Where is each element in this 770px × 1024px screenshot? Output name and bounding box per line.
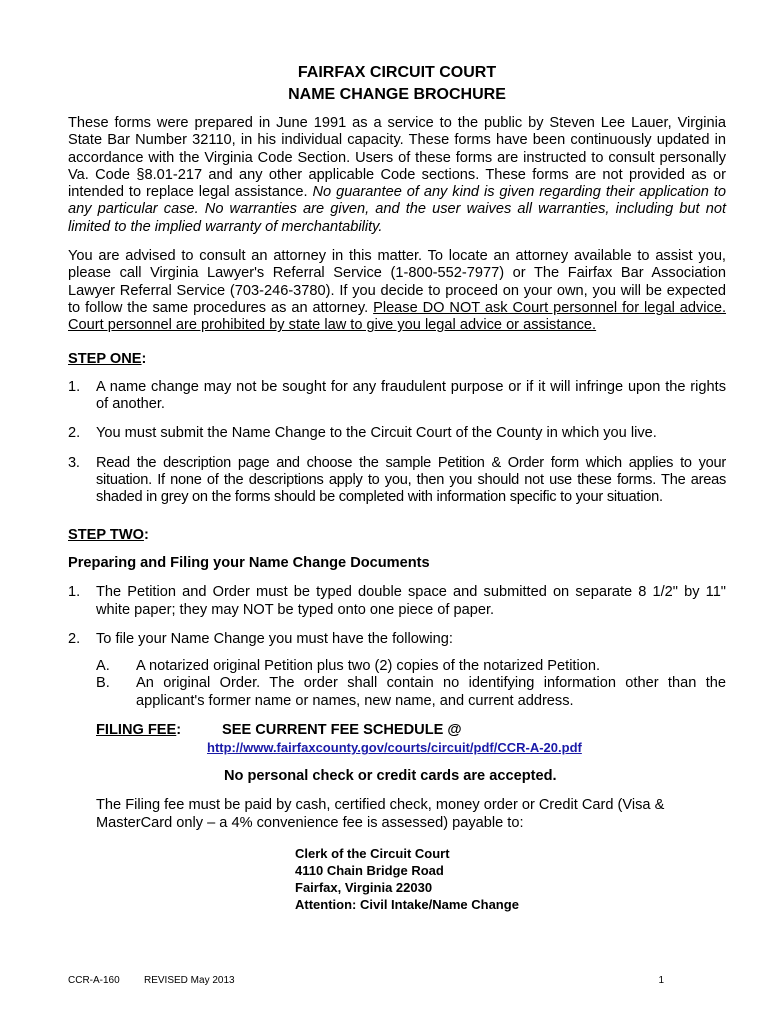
- list-item: 1. The Petition and Order must be typed double space and submitted on separate 8 1/2" by 11" white paper; they may NOT be typed onto one piece of paper.: [68, 584, 726, 618]
- revision-date: REVISED May 2013: [144, 975, 235, 986]
- list-item: 3. Read the description page and choose the sample Petition & Order form which applies to your situation. If none of the descriptions apply to you, then you should not use these forms. The areas shaded in grey on the forms should be completed with information specific to your situation.: [68, 454, 726, 506]
- list-item: 2. You must submit the Name Change to the Circuit Court of the County in which you live.: [68, 425, 657, 442]
- fee-schedule-notice: SEE CURRENT FEE SCHEDULE @: [222, 722, 462, 739]
- document-page: [68, 62, 726, 913]
- step-two-list: [68, 584, 726, 710]
- fee-schedule-link[interactable]: http://www.fairfaxcounty.gov/courts/circuit/pdf/CCR-A-20.pdf: [207, 740, 582, 756]
- title-line-1: FAIRFAX CIRCUIT COURT: [297, 64, 497, 81]
- list-item: B. An original Order. The order shall contain no identifying information other than the applicant's former name or names, new name, and current address.: [96, 675, 726, 709]
- address-line: 4110 Chain Bridge Road: [295, 862, 444, 878]
- clerk-address: [295, 845, 726, 913]
- list-item: A. A notarized original Petition plus two (2) copies of the notarized Petition.: [96, 658, 601, 675]
- payment-instructions: The Filing fee must be paid by cash, certified check, money order or Credit Card (Visa & MasterCard only – a 4% convenience fee is assessed) payable to:: [96, 797, 665, 831]
- step-two-heading: STEP TWO:: [68, 526, 149, 543]
- disclaimer-text: These forms were prepared in June 1991 as a service to the public by Steven Lee Lauer, Virginia State Bar Number 32110, in his individual capacity. These forms have been continuously updated in accordance with the Virginia Code Section. Users of these forms are instructed to consult personally Va. Code §8.01-217 and any other applicable Code sections. These forms are not provided as or intended to replace legal assistance.: [68, 115, 726, 201]
- list-item: 1. A name change may not be sought for any fraudulent purpose or if it will infringe upon the rights of another.: [68, 378, 726, 413]
- address-line: Fairfax, Virginia 22030: [295, 879, 433, 895]
- list-item: 2. To file your Name Change you must have the following: A. A notarized original Petition plus two (2) copies of the notarized Petition. B. An original Order. The order shall contain no identifying information other than the applicant's former name or names, new name, and current address.: [68, 630, 726, 709]
- filing-fee-label: FILING FEE:: [96, 722, 182, 739]
- document-title: [68, 62, 726, 106]
- address-line: Attention: Civil Intake/Name Change: [295, 896, 519, 912]
- step-one-heading: STEP ONE:: [68, 350, 147, 367]
- disclaimer-paragraph: [68, 115, 726, 236]
- attorney-advice-paragraph: [68, 248, 726, 334]
- title-line-2: NAME CHANGE BROCHURE: [288, 86, 506, 103]
- payment-restriction-notice: No personal check or credit cards are accepted.: [224, 768, 557, 785]
- page-number: 1: [658, 975, 664, 986]
- filing-fee-row: [96, 722, 726, 740]
- address-line: Clerk of the Circuit Court: [295, 845, 450, 861]
- warranty-disclaimer: No guarantee of any kind is given regarding their application to any particular case. No warranties are given, and the user waives all warranties, including but not limited to the implied warranty of merchantability.: [68, 184, 727, 235]
- step-two-subheading: Preparing and Filing your Name Change Documents: [68, 554, 430, 571]
- step-one-list: [68, 379, 726, 507]
- court-personnel-warning: Please DO NOT ask Court personnel for legal advice. Court personnel are prohibited by state law to give you legal advice or assistance.: [68, 299, 727, 334]
- form-number: CCR-A-160: [68, 975, 120, 986]
- attorney-advice-text: You are advised to consult an attorney in this matter. To locate an attorney available to assist you, please call Virginia Lawyer's Referral Service (1-800-552-7977) or The Fairfax Bar Association Lawyer Referral Service (703-246-3780). If you decide to proceed on your own, you will be expected to follow the same procedures as an attorney.: [68, 248, 726, 316]
- required-documents-list: [96, 658, 726, 710]
